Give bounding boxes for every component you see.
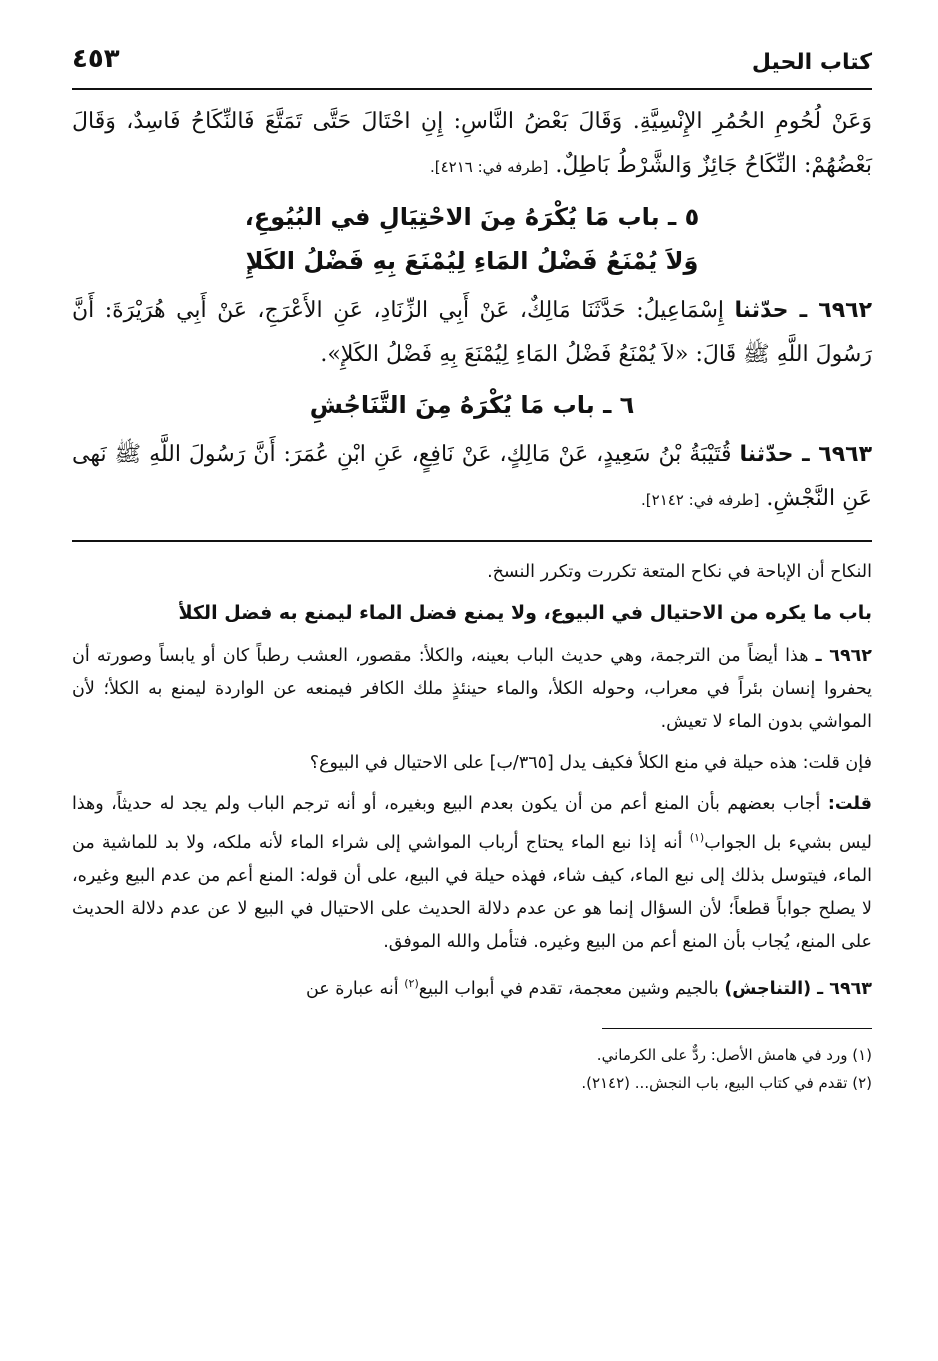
commentary-6963-lead: ٦٩٦٣ ـ (التناجش): [724, 978, 872, 999]
commentary-answer-lead: قلت:: [827, 794, 872, 814]
page-header: [72, 40, 872, 90]
opening-cross-reference: [طرفه في: ٤٢١٦].: [430, 158, 549, 176]
commentary-paragraph-6963: [72, 967, 872, 1006]
footnote-marker-2[interactable]: (٢): [404, 976, 419, 990]
hadith-6963: [72, 433, 872, 522]
main-text: [72, 100, 872, 522]
commentary-6963-text-b: أنه عبارة عن: [305, 978, 399, 999]
hadith-6962-text: إِسْمَاعِيلُ: حَدَّثَنَا مَالِكٌ، عَنْ أَبِي الزِّنَادِ، عَنِ الأَعْرَجِ، عَنْ أَبِي هُرَيْرَةَ: أَنَّ رَسُولَ اللَّهِ ﷺ قَالَ: «لاَ يُمْنَعُ فَضْلُ المَاءِ لِيُمْنَعَ بِهِ فَضْلُ الكَلإِ».: [72, 298, 872, 367]
section-divider: [72, 540, 872, 542]
commentary-paragraph-1: النكاح أن الإباحة في نكاح المتعة تكررت وتكرر النسخ.: [487, 562, 872, 582]
commentary-answer: [72, 788, 872, 959]
footnote-2: (٢) تقدم في كتاب البيع، باب النجش... (٢١٤٢).: [581, 1073, 872, 1092]
commentary-paragraph-6962: [72, 640, 872, 739]
commentary-answer-text-a: أجاب بعضهم بأن المنع أعم من أن يكون بعدم البيع وبغيره، أو أنه ترجم الباب ولم يجد له حديثاً، وهذا ليس بشيء بل الجواب: [72, 794, 872, 853]
commentary-6962-text: هذا أيضاً من الترجمة، وهي حديث الباب بعينه، والكلأ: مقصور، العشب رطباً كان أو يابساً وصورته أن يحفروا إنسان بئراً في معراب، وحوله الكلأ، والماء حينئذٍ ملك الكافر فيمنعه عن الواردة ليمنع به الكلأ؛ لأن المواشي بدون الماء لا تعيش.: [72, 646, 872, 732]
hadith-6962: [72, 289, 872, 377]
running-title: كتاب الحيل: [751, 50, 872, 75]
commentary-question: فإن قلت: هذه حيلة في منع الكلأ فكيف يدل [٣٦٥/ب] على الاحتيال في البيوع؟: [309, 753, 872, 773]
footnote-divider: [602, 1028, 872, 1029]
commentary-6962-number: ٦٩٦٢ ـ: [815, 646, 872, 666]
book-page: [72, 40, 872, 1340]
commentary-6963-text-a: بالجيم وشين معجمة، تقدم في أبواب البيع: [418, 978, 719, 999]
commentary-answer-text-b: أنه إذا نبع الماء يحتاج أرباب المواشي إلى شراء الماء لأنه ملكه، ولا بد للماشية من الماء، فيتوسل بذلك إلى نبع الماء، كيف شاء، فهذه حيلة في البيع، على أن قوله: المنع أعم من عدم البيع وغيره، لا يصلح جواباً قطعاً؛ لأن السؤال إنما هو عن عدم دلالة الحديث على الاحتيال في البيع لا عن عدم دلالة الحديث على المنع، يُجاب بأن المنع أعم من البيع وغيره. فتأمل والله الموفق.: [72, 832, 872, 952]
chapter-5-heading-line-1: ٥ ـ باب مَا يُكْرَهُ مِنَ الاحْتِيَالِ في البُيُوعِ،: [244, 203, 700, 231]
chapter-5-heading-line-2: وَلاَ يُمْنَعُ فَضْلُ المَاءِ لِيُمْنَعَ بِهِ فَضْلُ الكَلإِ: [245, 247, 699, 275]
footnote-1: (١) ورد في هامش الأصل: ردٌّ على الكرماني.: [596, 1045, 872, 1064]
chapter-5-heading: [72, 195, 872, 283]
hadith-6963-number: ٦٩٦٣ ـ حدّثنا: [739, 442, 872, 467]
hadith-6963-cross-reference: [طرفه في: ٢١٤٢].: [641, 491, 760, 509]
footnotes: [72, 1041, 872, 1097]
footnote-marker-1[interactable]: (١): [689, 831, 705, 844]
chapter-6-heading-line-1: ٦ ـ باب مَا يُكْرَهُ مِنَ التَّنَاجُشِ: [309, 391, 635, 419]
commentary: [72, 556, 872, 1006]
chapter-6-heading: [72, 383, 872, 427]
opening-text: وَعَنْ لُحُومِ الحُمُرِ الإِنْسِيَّةِ. وَقَالَ بَعْضُ النَّاسِ: إِنِ احْتَالَ حَتَّى تَمَتَّعَ فَالنِّكَاحُ فَاسِدٌ، وَقَالَ بَعْضُهُمْ: النِّكَاحُ جَائِزٌ وَالشَّرْطُ بَاطِلٌ.: [72, 109, 872, 178]
hadith-6962-number: ٦٩٦٢ ـ حدّثنا: [734, 298, 872, 323]
hadith-6963-text: قُتَيْبَةُ بْنُ سَعِيدٍ، عَنْ مَالِكٍ، عَنْ نَافِعٍ، عَنِ ابْنِ عُمَرَ: أَنَّ رَسُولَ اللَّهِ ﷺ نَهى عَنِ النَّجْشِ.: [72, 442, 872, 511]
page-number: ٤٥٣: [72, 44, 120, 74]
commentary-heading: باب ما يكره من الاحتيال في البيوع، ولا يمنع فضل الماء ليمنع به فضل الكلأ: [178, 602, 872, 624]
opening-paragraph: [72, 100, 872, 189]
